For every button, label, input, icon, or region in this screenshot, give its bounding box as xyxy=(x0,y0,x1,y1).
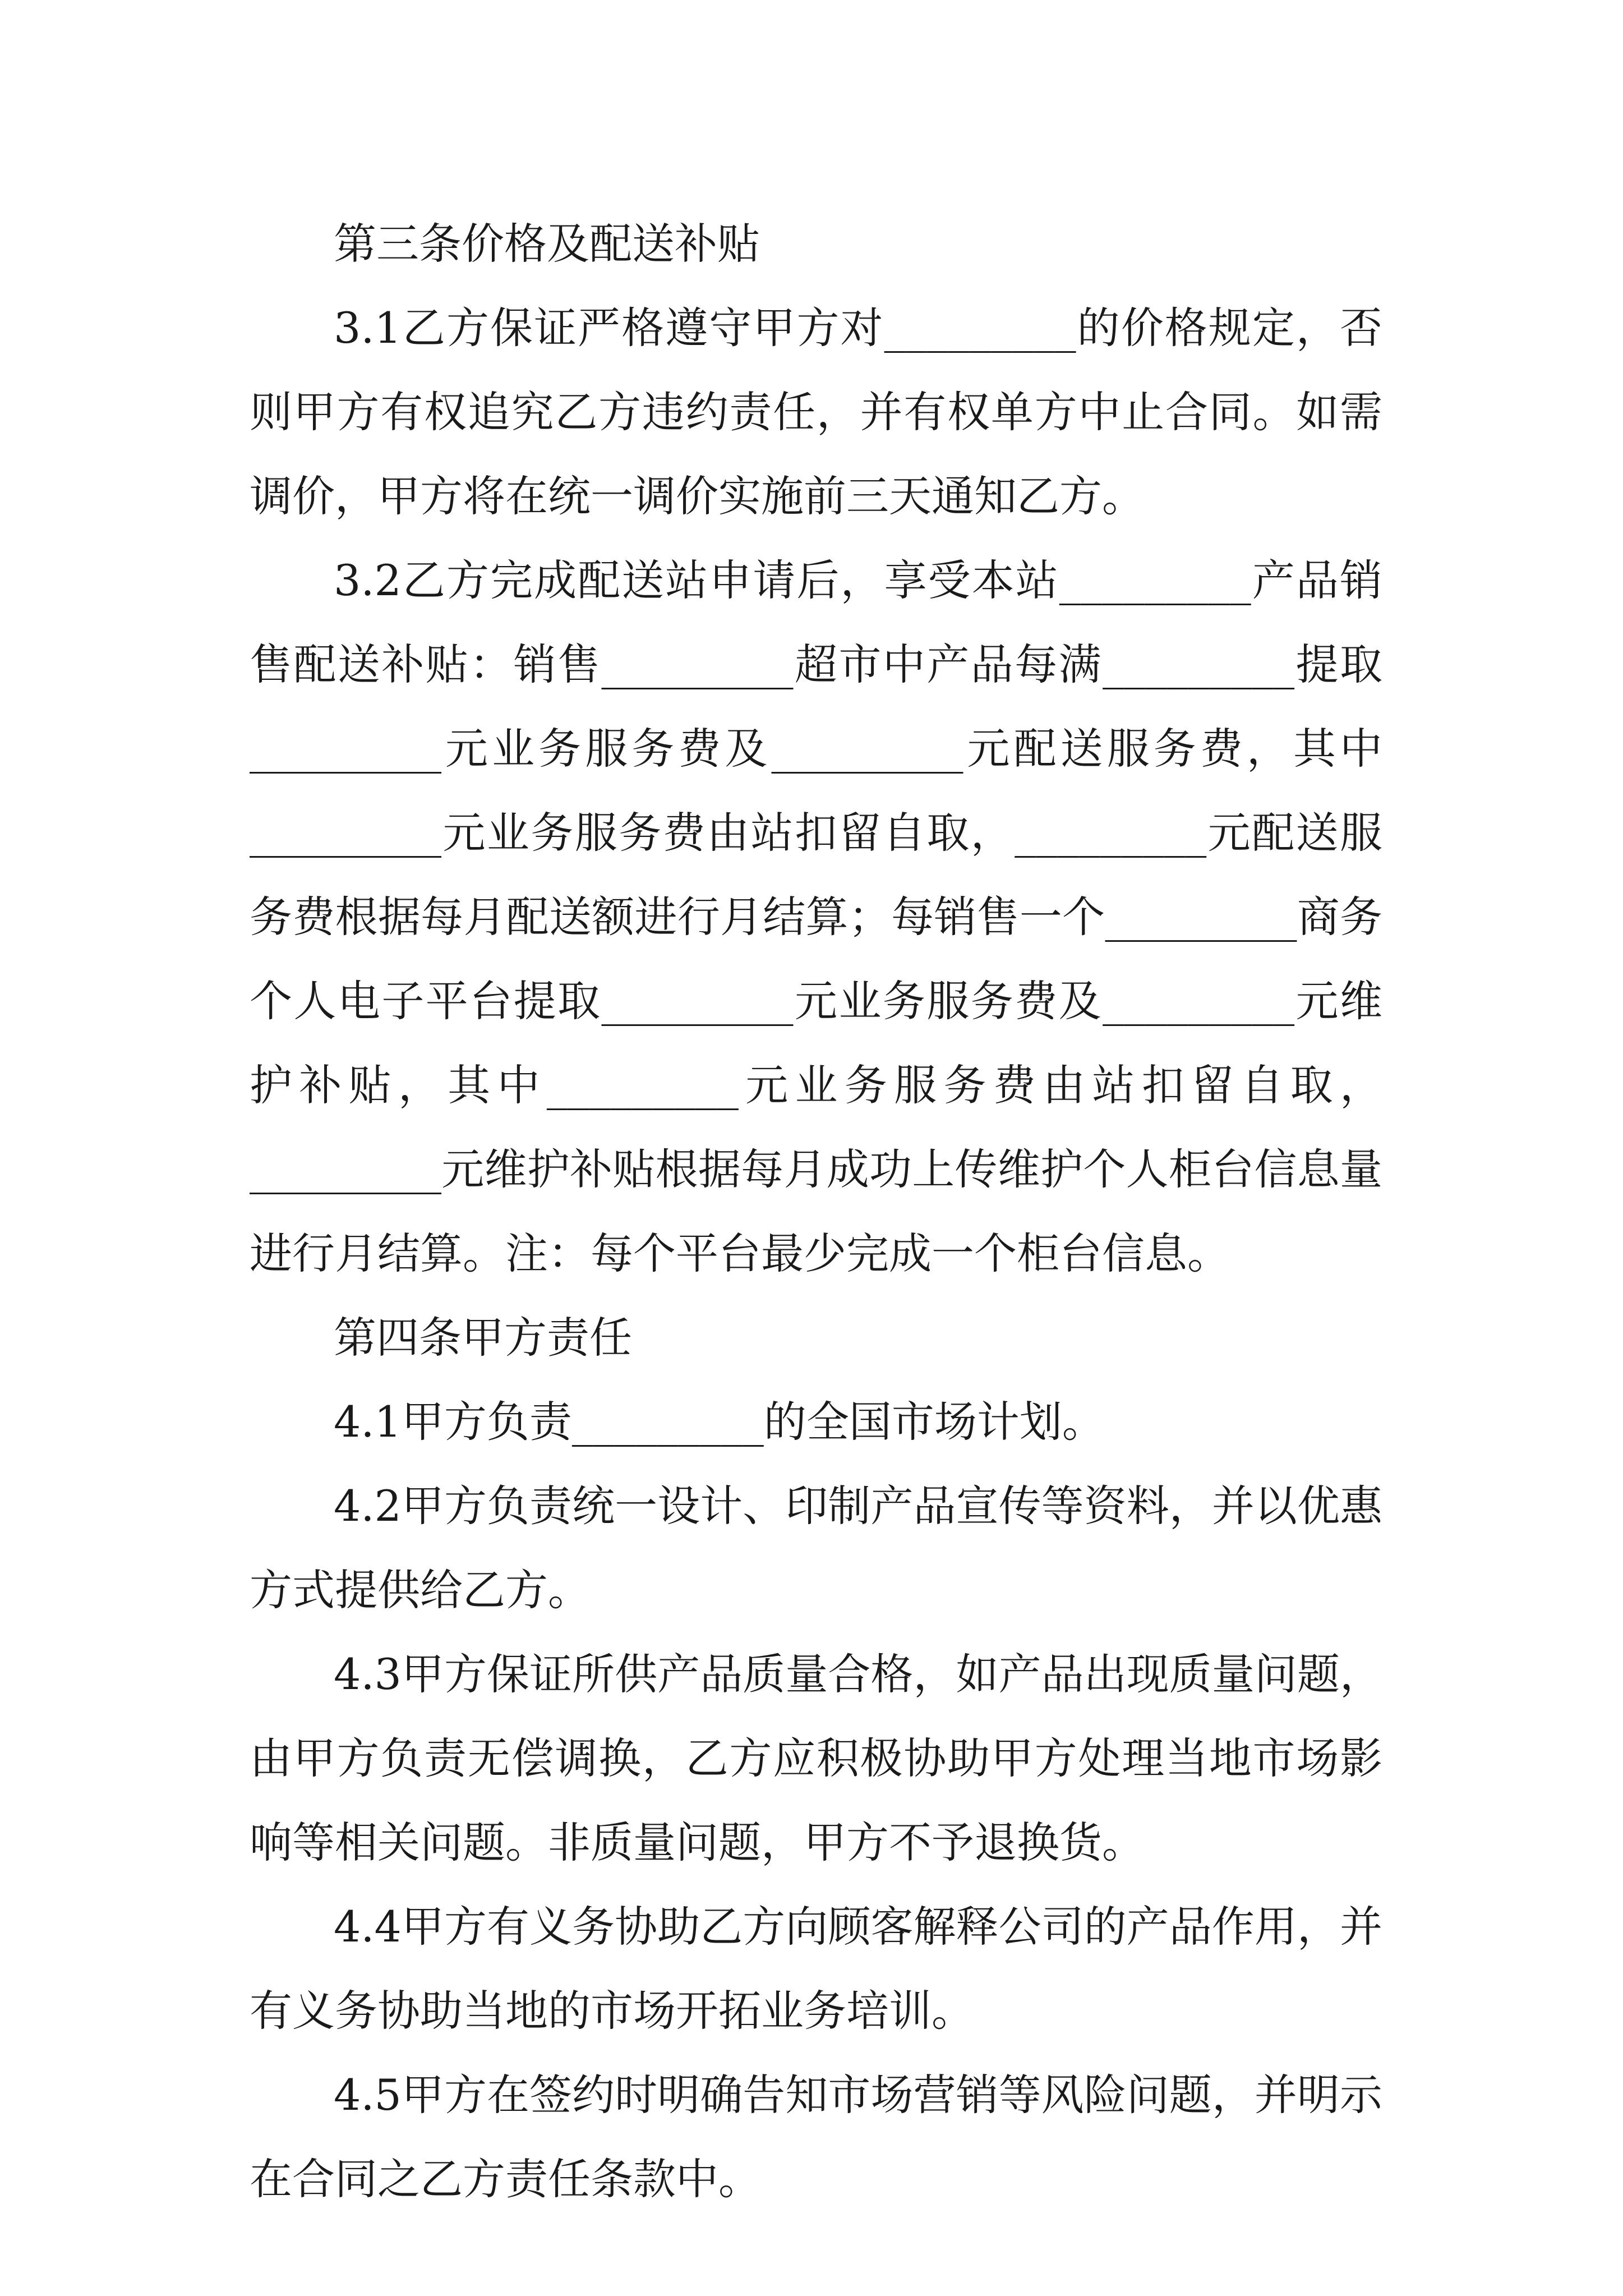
section-4-heading: 第四条甲方责任 xyxy=(334,1313,632,1363)
clause-4-4: 4.4甲方有义务协助乙方向顾客解释公司的产品作用，并有义务协助当地的市场开拓业务培训。 xyxy=(250,1902,1382,2036)
section-3-heading: 第三条价格及配送补贴 xyxy=(334,219,760,269)
clause-4-2: 4.2甲方负责统一设计、印制产品宣传等资料，并以优惠方式提供给乙方。 xyxy=(250,1481,1382,1615)
clause-3-2: 3.2乙方完成配送站申请后，享受本站_________产品销售配送补贴：销售_________超市中产品每满_________提取_________元业务服务费及_________元配送服务费，其中_________元业务服务费由站扣留自取，_________元配送服务费根据每月配送额进行月结算；每销售一个_________商务个人电子平台提取_________元业务服务费及_________元维护补贴，其中_________元业务服务费由站扣留自取，_________元维护补贴根据每月成功上传维护个人柜台信息量进行月结算。注：每个平台最少完成一个柜台信息。 xyxy=(250,555,1382,1278)
clause-4-5: 4.5甲方在签约时明确告知市场营销等风险问题，并明示在合同之乙方责任条款中。 xyxy=(250,2070,1382,2204)
document-body xyxy=(250,202,1382,2221)
clause-4-3: 4.3甲方保证所供产品质量合格，如产品出现质量问题，由甲方负责无偿调换，乙方应积极协助甲方处理当地市场影响等相关问题。非质量问题，甲方不予退换货。 xyxy=(250,1649,1382,1867)
clause-3-1: 3.1乙方保证严格遵守甲方对_________的价格规定，否则甲方有权追究乙方违约责任，并有权单方中止合同。如需调价，甲方将在统一调价实施前三天通知乙方。 xyxy=(250,303,1382,521)
clause-4-1: 4.1甲方负责_________的全国市场计划。 xyxy=(334,1397,1105,1447)
